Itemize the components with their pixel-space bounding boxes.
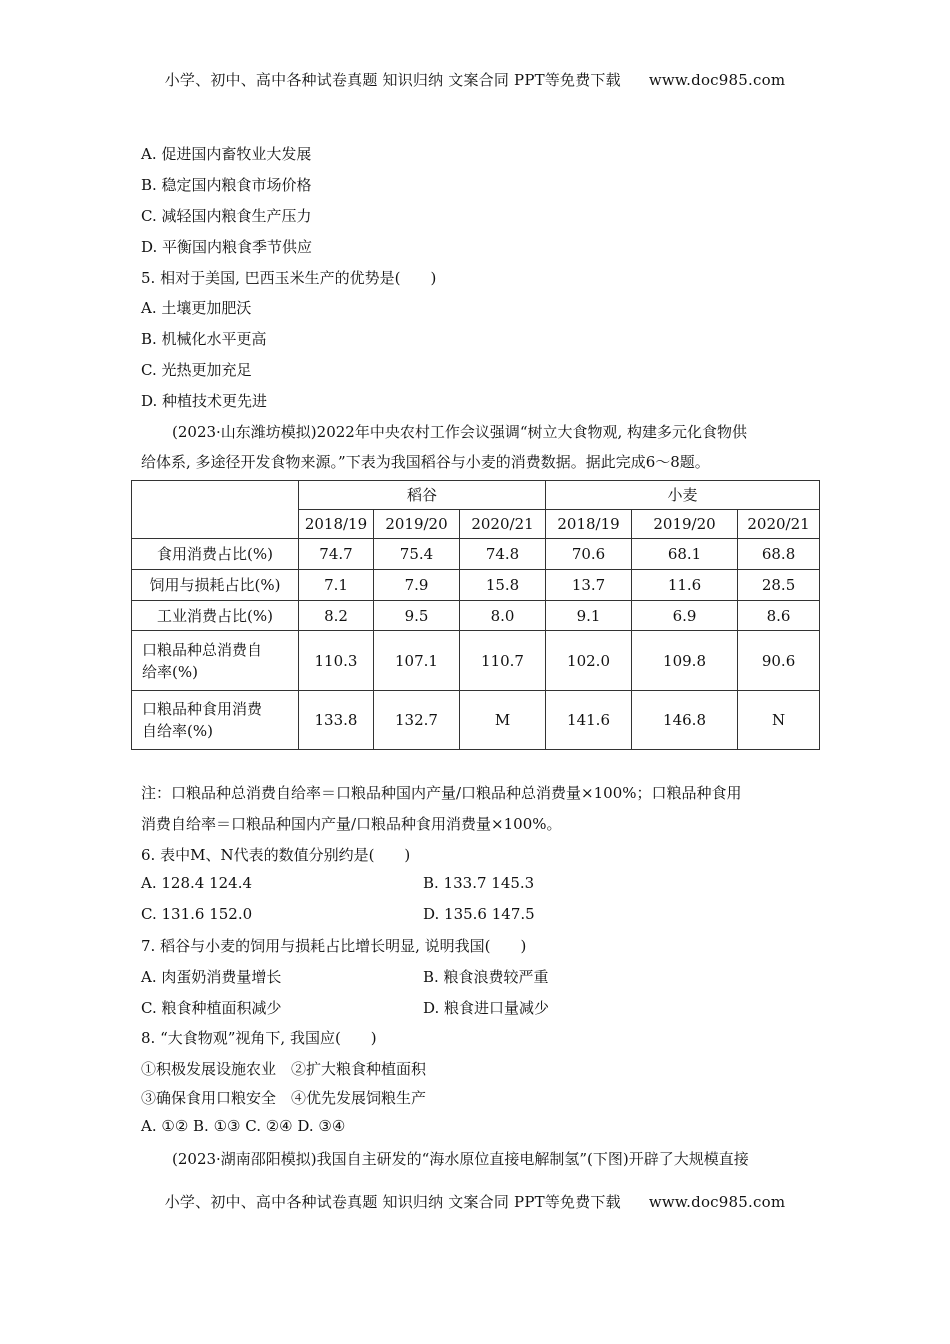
table-row (132, 601, 820, 631)
table-cell: 11.6 (632, 570, 738, 601)
table-cell: M (460, 691, 546, 750)
table-cell: 6.9 (632, 601, 738, 631)
year-cell: 2019/20 (374, 510, 460, 539)
table-cell: 13.7 (546, 570, 632, 601)
table-row (132, 631, 820, 691)
intro2-line: (2023·湖南邵阳模拟)我国自主研发的“海水原位直接电解制氢”(下图)开辟了大规模直接 (172, 1150, 749, 1168)
note-line1: 注：口粮品种总消费自给率＝口粮品种国内产量/口粮品种总消费量×100%；口粮品种食用 (141, 784, 742, 802)
header-text: 小学、初中、高中各种试卷真题 知识归纳 文案合同 PPT等免费下载 (164, 71, 621, 89)
table-cell: 68.8 (738, 539, 820, 570)
q4-option-a: A. 促进国内畜牧业大发展 (141, 145, 312, 163)
q4-option-d: D. 平衡国内粮食季节供应 (141, 238, 313, 256)
row-label (132, 631, 299, 691)
row-label-line: 口粮品种总消费自 (142, 640, 263, 659)
row-label: 饲用与损耗占比(%) (132, 570, 299, 601)
q6-option-b: B. 133.7 145.3 (423, 874, 535, 892)
q7-option-b: B. 粮食浪费较严重 (423, 968, 549, 986)
row-label-line: 口粮品种食用消费 (142, 700, 263, 718)
table-cell: 141.6 (546, 691, 632, 750)
year-cell: 2018/19 (546, 510, 632, 539)
table-cell: 8.6 (738, 601, 820, 631)
table-cell: 68.1 (632, 539, 738, 570)
q7-stem: 7. 稻谷与小麦的饲用与损耗占比增长明显, 说明我国( ) (141, 937, 527, 955)
table-group-row (132, 481, 820, 510)
table-cell: 70.6 (546, 539, 632, 570)
row-label: 食用消费占比(%) (132, 539, 299, 570)
table-cell: 90.6 (738, 631, 820, 691)
consumption-table (131, 480, 820, 750)
row-label: 工业消费占比(%) (132, 601, 299, 631)
q5-option-c: C. 光热更加充足 (141, 361, 252, 379)
table-cell: 107.1 (374, 631, 460, 691)
intro1-line1: (2023·山东潍坊模拟)2022年中央农村工作会议强调“树立大食物观, 构建多元化食物供 (172, 423, 748, 441)
year-cell: 2018/19 (299, 510, 374, 539)
table-row (132, 691, 820, 750)
table-cell: 28.5 (738, 570, 820, 601)
row-label-line: 自给率(%) (142, 722, 213, 740)
intro1-line2: 给体系, 多途径开发食物来源。”下表为我国稻谷与小麦的消费数据。据此完成6～8题。 (141, 453, 710, 471)
table-cell: 74.8 (460, 539, 546, 570)
table-cell: 74.7 (299, 539, 374, 570)
page-header (0, 69, 950, 90)
q5-stem: 5. 相对于美国, 巴西玉米生产的优势是( ) (141, 269, 437, 287)
table-cell: 133.8 (299, 691, 374, 750)
q7-option-c: C. 粮食种植面积减少 (141, 999, 282, 1017)
table-cell: 8.0 (460, 601, 546, 631)
table-row (132, 570, 820, 601)
q7-option-a: A. 肉蛋奶消费量增长 (141, 968, 282, 986)
q8-options: A. ①② B. ①③ C. ②④ D. ③④ (141, 1117, 346, 1135)
q5-option-d: D. 种植技术更先进 (141, 392, 268, 410)
year-cell: 2020/21 (460, 510, 546, 539)
q6-option-a: A. 128.4 124.4 (141, 874, 253, 892)
header-site: www.doc985.com (648, 71, 786, 89)
footer-text: 小学、初中、高中各种试卷真题 知识归纳 文案合同 PPT等免费下载 (164, 1193, 621, 1211)
group-rice: 稻谷 (299, 481, 546, 510)
q4-option-b: B. 稳定国内粮食市场价格 (141, 176, 312, 194)
note-line2: 消费自给率＝口粮品种国内产量/口粮品种食用消费量×100%。 (141, 815, 562, 833)
row-label (132, 691, 299, 750)
q6-option-d: D. 135.6 147.5 (423, 905, 535, 923)
q4-option-c: C. 减轻国内粮食生产压力 (141, 207, 312, 225)
table-cell: 7.1 (299, 570, 374, 601)
group-wheat: 小麦 (546, 481, 820, 510)
page-footer (0, 1191, 950, 1212)
table-corner (132, 481, 299, 539)
table-cell: 75.4 (374, 539, 460, 570)
table-cell: 102.0 (546, 631, 632, 691)
q5-option-b: B. 机械化水平更高 (141, 330, 267, 348)
table-cell: 109.8 (632, 631, 738, 691)
table-cell: N (738, 691, 820, 750)
table-cell: 110.7 (460, 631, 546, 691)
table-cell: 7.9 (374, 570, 460, 601)
q8-items-12: ①积极发展设施农业 ②扩大粮食种植面积 (141, 1060, 427, 1078)
table-row (132, 539, 820, 570)
q8-stem: 8. “大食物观”视角下, 我国应( ) (141, 1029, 377, 1047)
q6-stem: 6. 表中M、N代表的数值分别约是( ) (141, 846, 411, 864)
year-cell: 2019/20 (632, 510, 738, 539)
row-label-line: 给率(%) (142, 662, 198, 681)
table-cell: 9.5 (374, 601, 460, 631)
table-cell: 15.8 (460, 570, 546, 601)
q7-option-d: D. 粮食进口量减少 (423, 999, 550, 1017)
q8-items-34: ③确保食用口粮安全 ④优先发展饲粮生产 (141, 1089, 427, 1107)
q6-option-c: C. 131.6 152.0 (141, 905, 253, 923)
q5-option-a: A. 土壤更加肥沃 (141, 299, 252, 317)
table-cell: 8.2 (299, 601, 374, 631)
year-cell: 2020/21 (738, 510, 820, 539)
table-cell: 110.3 (299, 631, 374, 691)
table-cell: 146.8 (632, 691, 738, 750)
footer-site: www.doc985.com (648, 1193, 786, 1211)
table-cell: 132.7 (374, 691, 460, 750)
table-cell: 9.1 (546, 601, 632, 631)
